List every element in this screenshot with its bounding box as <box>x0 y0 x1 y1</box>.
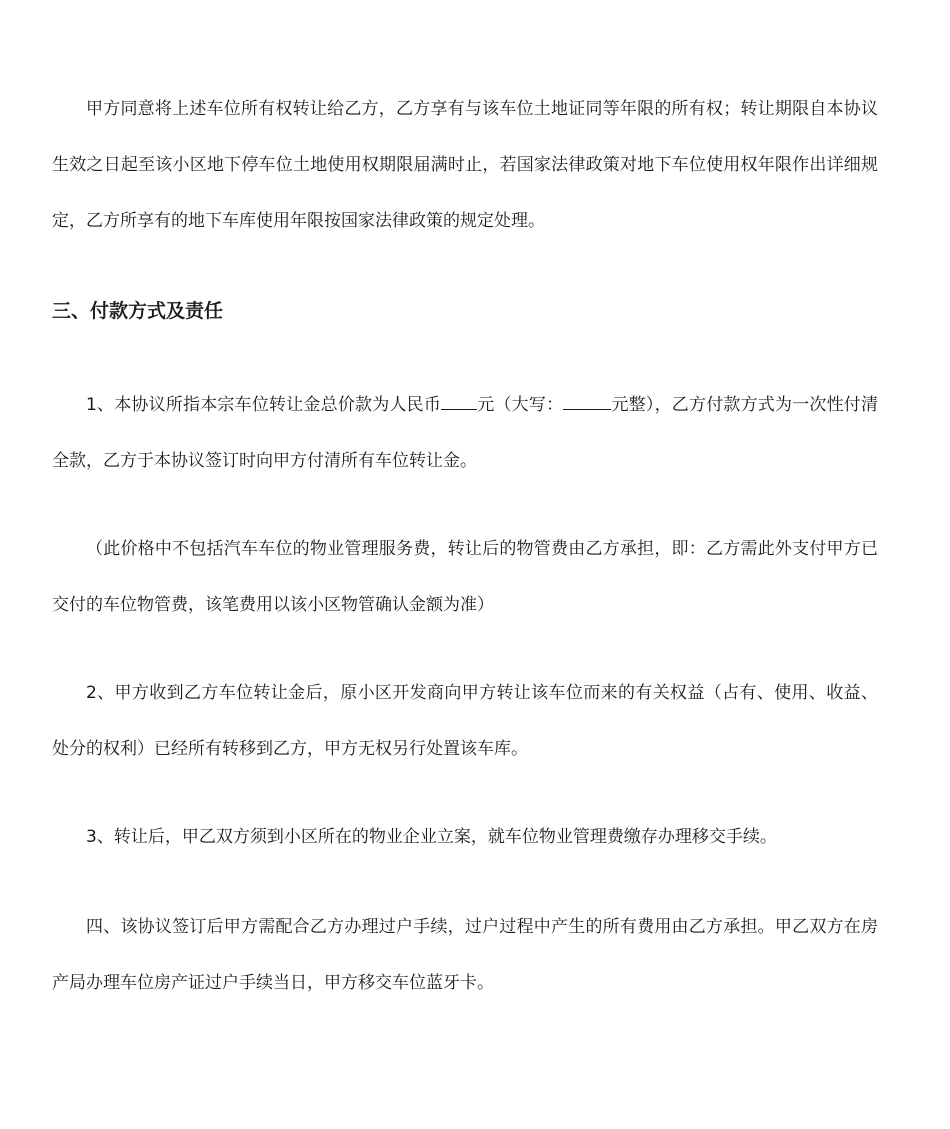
payment-clause-3: 3、转让后，甲乙双方须到小区所在的物业企业立案，就车位物业管理费缴存办理移交手续。 <box>86 827 777 847</box>
payment-clause-2: 2、甲方收到乙方车位转让金后，原小区开发商向甲方转让该车位而来的有关权益（占有、使用、收益、处分的权利）已经所有转移到乙方，甲方无权另行处置该车库。 <box>52 683 878 759</box>
price-exclusion-note: （此价格中不包括汽车车位的物业管理服务费，转让后的物管费由乙方承担，即：乙方需此外支付甲方已交付的车位物管费，该笔费用以该小区物管确认金额为准） <box>52 539 878 615</box>
payment-clause-1-text-b: 元（大写： <box>477 395 564 415</box>
price-in-words-blank-field <box>563 395 611 410</box>
section-3-heading: 三、付款方式及责任 <box>52 300 224 322</box>
ownership-transfer-paragraph: 甲方同意将上述车位所有权转让给乙方，乙方享有与该车位土地证同等年限的所有权；转让期限自本协议生效之日起至该小区地下停车位土地使用权期限届满时止，若国家法律政策对地下车位使用权年限作出详细规定，乙方所享有的地下车库使用年限按国家法律政策的规定处理。 <box>52 99 878 231</box>
payment-clause-1-text-c: 元整），乙方付款方式为一次性付清全款，乙方于本协议签订时向甲方付清所有车位转让金。 <box>52 395 879 471</box>
payment-clause-1-text-a: 1、本协议所指本宗车位转让金总价款为人民币 <box>86 395 442 415</box>
section-4-paragraph: 四、该协议签订后甲方需配合乙方办理过户手续，过户过程中产生的所有费用由乙方承担。甲乙双方在房产局办理车位房产证过户手续当日，甲方移交车位蓝牙卡。 <box>52 917 878 993</box>
payment-clause-1 <box>52 377 878 489</box>
price-blank-field <box>441 395 477 410</box>
